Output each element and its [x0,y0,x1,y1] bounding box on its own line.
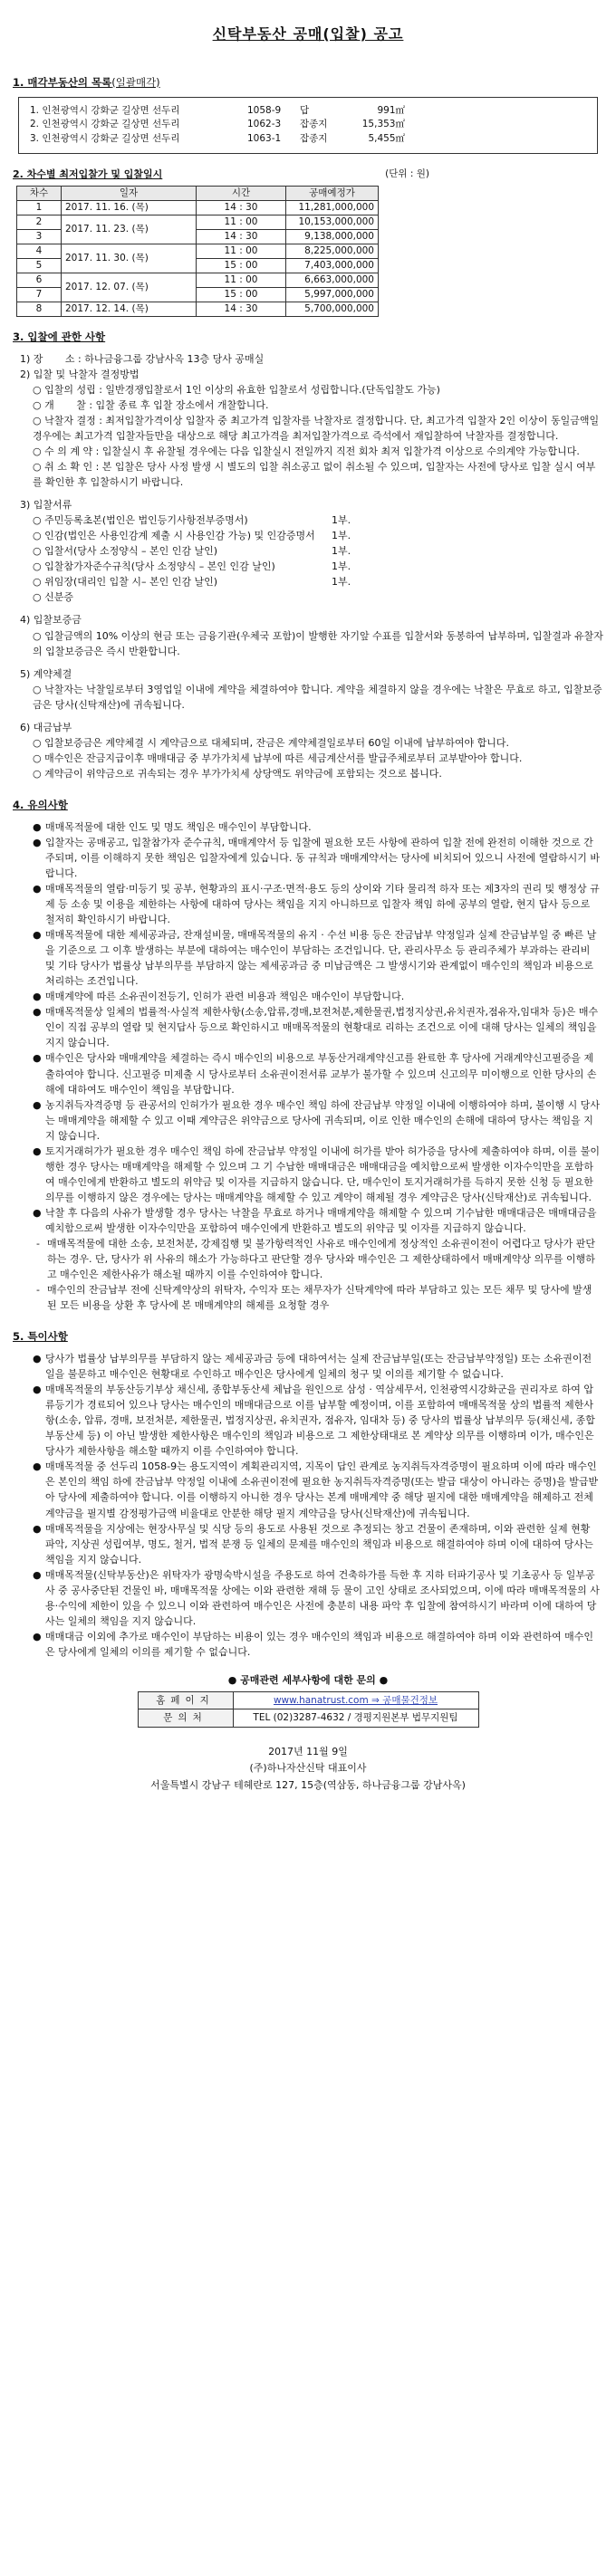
list-item: ● 입찰자는 공매공고, 입찰참가자 준수규칙, 매매계약서 등 입찰에 필요한 모든 사항에 관하여 입찰 전에 완전히 이해한 것으로 간주되며, 이를 이해하지 못한 책임은 입찰자에게 있습니다. 동 규칙과 매매계약서는 당사에 비치되어 있으니 사전에 열람하시기 바랍니다. [33,835,600,881]
list-item: ● 당사가 법률상 납부의무를 부담하지 않는 제세공과금 등에 대하여서는 실제 잔금납부일(또는 잔금납부약정일) 또는 소유권이전일을 불문하고 매수인은 현황대로 수인하고 매수인은 당사에게 일체의 청구 및 이의를 제기할 수 없습니다. [33,1351,600,1382]
col-header: 공매예정가 [286,186,379,200]
property-row: 1. 인천광역시 강화군 길상면 선두리 1058-9 답 991㎡ [30,104,405,116]
doc-item: ○ 입찰참가자준수규칙(당사 소정양식 – 본인 인감 날인) 1부. [33,560,351,573]
list-item: ● 매매목적물 중 선두리 1058-9는 용도지역이 계획관리지역, 지목이 답인 관계로 농지취득자격증명이 필요하며 이에 따라 매수인은 본인의 책임 하에 잔금납부 약정일 이내에 소유권이전에 필요한 농지취득자격증명(또는 발급 대상이 아니라는 증명)을 발급받아 당사에 제출하여야 합니다. 이를 이행하지 아니한 경우 당사는 본계 매매계약 중 해당 필지에 대한 매매계약을 해제하고 전체 계약금을 필지별 감정평가금액 비율대로 안분한 해당 필지 계약금을 당사(신탁재산)에 귀속됩니다. [33,1459,600,1520]
payment-text: ○ 계약금이 위약금으로 귀속되는 경우 부가가치세 상당액도 위약금에 포함되는 것으로 봅니다. [33,767,442,780]
method-item: ○ 수 의 계 약 : 입찰실시 후 유찰될 경우에는 다음 입찰실시 전일까지 직전 회차 최저 입찰가격 이상으로 수의계약 가능합니다. [33,445,580,457]
method-item: ○ 낙찰자 결정 : 최저입찰가격이상 입찰자 중 최고가격 입찰자를 낙찰자로 결정합니다. 단, 최고가격 입찰자 2인 이상이 동일금액일 경우에는 최고가격 입찰자들만을 대상으로 해당 최고가격을 최저입찰가격으로 즉석에서 재입찰하여 낙찰자를 결정합니다. [33,414,602,442]
table-row: 5 15 : 00 7,403,000,000 [17,258,379,273]
property-row: 3. 인천광역시 강화군 길상면 선두리 1063-1 잡종지 5,455㎡ [30,133,405,145]
col-header: 시간 [197,186,286,200]
bullet-icon: ● [33,1144,42,1157]
deposit-title: 4) 입찰보증금 [20,614,82,627]
list-item: ● 낙찰 후 다음의 사유가 발생할 경우 당사는 낙찰을 무효로 하거나 매매계약을 해제할 수 있으며 기수납한 매매대금은 매매대금을 예치함으로써 발생한 이자수익만을 포함하여 매수인에게 반환하고 별도의 위약금 및 이자를 지급하지 않습니다. [33,1205,600,1236]
bullet-icon: ● [33,1006,42,1019]
section-2-header [13,167,429,182]
homepage-link[interactable]: www.hanatrust.com ⇒ 공매물건정보 [273,1695,438,1707]
table-row [138,1709,478,1727]
list-item: ● 매매목적물(신탁부동산)은 위탁자가 광명숙박시설을 주용도로 하여 건축하가를 득한 후 지하 터파기공사 및 기초공사 등 일부공사 중 공사중단된 건물인 바, 매매목적물 상에는 이와 관련한 재해 등 물이 고인 상태로 조사되었으며, 이에 따라 매매목적물의 사용·수익에 제한이 있을 수 있으니 이와 관련하여 매수인은 사전에 충분히 내용 파악 후 입찰에 참여하시기 바라며 이에 대하여 당사는 일체의 책임을 지지 않습니다. [33,1567,600,1629]
list-item: ● 매매목적물의 부동산등기부상 채신세, 종합부동산세 체납을 원인으로 삼성 · 역삼세무서, 인천광역시강화군을 권리자로 하여 압류등기가 경료되어 있으나 당사는 매수인의 매매대금으로 이를 납부할 예정이며, 이를 포함하여 매매목적물 상의 법률적 제한사항(소송, 압류, 경매, 보전처분, 제한물권, 법정지상권, 유치권자, 점유자, 임대차 등) 중 당사의 법률상 납부의무 등(채신세, 종합부동산세 등) 이 아닌 발생한 제한사항은 매수인의 책임과 비용으로 그 제한상태대로 본 계약상 의무를 이행하며 이가, 매수인은 당사가 제한사항을 해소할 때까지 이를 수인하여야 합니다. [33,1382,600,1459]
table-row: 8 2017. 12. 14. (목) 14 : 30 5,700,000,000 [17,302,379,316]
footer-date: 2017년 11월 9일 [268,1745,348,1757]
section-5-title: 5. 특이사항 [13,1330,68,1344]
table-row: 6 2017. 12. 07. (목) 11 : 00 6,663,000,000 [17,273,379,287]
list-item: ● 토지거래허가가 필요한 경우 매수인 책임 하에 잔금납부 약정일 이내에 허가를 받아 허가증을 당사에 제출하여야 하며, 이를 불이행한 경우 당사는 매매계약을 해제할 수 있으며 그 기 수납한 매매대금은 매매대금을 예치함으로써 발생한 이자수익만을 포함하여 매수인에게 반환하고 별도의 위약금 및 이자를 지급하지 않습니다. 단, 매수인이 토지거래허가를 득하지 못한 신청 등 필요한 의무를 이행하지 않은 경우에는 당사는 매매계약을 해제할 수 있고 계약이 해제될 경우 계약금은 당사(신탁재산)로 귀속됩니다. [33,1144,600,1205]
col-header: 차수 [17,186,62,200]
unit-label: (단위 : 원) [385,168,429,179]
bullet-icon: ● [33,929,42,942]
bullet-icon: ● [33,1098,42,1111]
sub-list-item: - 매수인의 잔금납부 전에 신탁계약상의 위탁자, 수익자 또는 채무자가 신탁계약에 따라 부담하고 있는 모든 채무 및 당사에 발생된 모든 비용을 상환 후 당사에 본 매매계약의 해제를 요청할 경우 [36,1284,592,1312]
schedule-table [16,186,379,317]
bullet-icon: ● [33,1353,42,1365]
doc-item: ○ 주민등록초본(법인은 법인등기사항전부증명서) 1부. [33,514,351,527]
contact-title: ● 공매관련 세부사항에 대한 문의 ● [227,1674,389,1686]
bullet-icon: ● [33,836,42,848]
table-row: 2 2017. 11. 23. (목) 11 : 00 10,153,000,000 [17,215,379,229]
bullet-icon: ● [33,1460,42,1473]
bullet-icon: ● [33,1206,42,1219]
bullet-icon: ● [33,1052,42,1065]
method-item: ○ 개 찰 : 입찰 종료 후 입찰 장소에서 개찰합니다. [33,398,269,411]
list-item: ● 매매대금 이외에 추가로 매수인이 부담하는 비용이 있는 경우 매수인의 책임과 비용으로 해결하여야 하며 이와 관련하여 매수인은 당사에게 일체의 이의를 제기할 수 없습니다. [33,1629,600,1660]
method-item: ○ 취 소 확 인 : 본 입찰은 당사 사정 발생 시 별도의 입찰 취소공고 없이 취소될 수 있으며, 입찰자는 사전에 당사로 입찰 실시 여부를 확인한 후 입찰하시기 바랍니다. [33,461,596,489]
page-title: 신탁부동산 공매(입찰) 공고 [212,25,404,43]
doc-item: ○ 인감(법인은 사용인감계 제출 시 사용인감 가능) 및 인감증명서 1부. [33,530,351,542]
table-row: 7 15 : 00 5,997,000,000 [17,287,379,302]
list-item: ● 매수인은 당사와 매매계약을 체결하는 즉시 매수인의 비용으로 부동산거래계약신고를 완료한 후 당사에 거래계약신고필증을 제출하여야 합니다. 신고필증 미제출 시 당사로부터 소유권이전서류 교부가 불가할 수 있으며 신고의무 미이행으로 인한 당사의 손해에 대하여도 매수인이 책임을 부담합니다. [33,1050,600,1096]
payment-text: ○ 입찰보증금은 계약체결 시 계약금으로 대체되며, 잔금은 계약체결일로부터 60일 이내에 납부하여야 합니다. [33,736,509,749]
docs-title: 3) 입찰서류 [20,499,72,512]
method-item: ○ 입찰의 성립 : 일반경쟁입찰로서 1인 이상의 유효한 입찰로서 성립합니다.(단독입찰도 가능) [33,383,440,396]
contract-text: ○ 낙찰자는 낙찰일로부터 3영업일 이내에 계약을 체결하여야 합니다. 계약을 체결하지 않을 경우에는 낙찰은 무효로 하고, 입찰보증금은 당사(신탁재산)에 귀속됩니다. [33,683,602,711]
deposit-text: ○ 입찰금액의 10% 이상의 현금 또는 금융기관(우체국 포함)이 발행한 자기앞 수표를 입찰서와 동봉하여 납부하며, 입찰결과 유찰자의 입찰보증금은 즉시 반환합니다. [33,629,603,657]
sub-list-item: - 매매목적물에 대한 소송, 보전처분, 강제집행 및 불가항력적인 사유로 매수인에게 정상적인 소유권이전이 어렵다고 당사가 판단하는 경우. 단, 당사가 위 사유의 해소가 가능하다고 판단할 경우 당사와 매수인은 그 제한상태하에서 매매계약상 의무를 이행하고 매수인은 제한사유가 해소될 때까지 이를 수인하여야 합니다. [36,1238,595,1281]
list-item: ● 매매계약에 따른 소유권이전등기, 인허가 관련 비용과 책임은 매수인이 부담합니다. [33,989,600,1004]
doc-item: ○ 위임장(대리인 입찰 시– 본인 인감 날인) 1부. [33,576,351,589]
list-item: ● 매매목적물상 일체의 법률적·사실적 제한사항(소송,압류,경매,보전처분,제한물권,법정지상권,유치권자,점유자,임대차 등)은 매수인이 직접 공부의 열람 및 현지답사 등으로 확인하시고 매매목적물의 현황대로 리하는 조건으로 이에 대해 당사는 일체의 책임을 지지 않습니다. [33,1004,600,1050]
doc-item: ○ 입찰서(당사 소정양식 – 본인 인감 날인) 1부. [33,545,351,558]
table-row: 1 2017. 11. 16. (목) 14 : 30 11,281,000,000 [17,200,379,215]
list-item: ● 매매목적물을 지상에는 현장사무실 및 식당 등의 용도로 사용된 것으로 추정되는 창고 건물이 존재하며, 이와 관련한 실제 현황 파악, 지상권 성립여부, 명도, 철거, 법적 분쟁 등 일체의 문제를 매수인의 책임과 비용으로 해결하여야 하며 이에 대하여 당사는 책임을 지지 않습니다. [33,1521,600,1567]
bullet-icon: ● [33,1384,42,1396]
section-4-title: 4. 유의사항 [13,798,68,811]
bullet-icon: ● [33,882,42,895]
special-list [13,1351,603,1660]
caution-list [13,819,603,1314]
bid-place: 1) 장 소 : 하나금융그룹 강남사옥 13층 당사 공매실 [20,352,265,365]
contact-table [138,1691,479,1728]
list-item: ● 매매목적물에 대한 제세공과금, 잔재설비물, 매매목적물의 유지 · 수선 비용 등은 잔금납부 약정일과 실제 잔금납부일 중 빠른 날을 기준으로 그 이후 발생하는 부분에 대하여는 매수인이 부담하는 조건입니다. 단, 관리사무소 등 관리주체가 부과하는 관리비 및 기타 당사가 법률상 납부의무를 부담하지 않는 제세공과금 중 미납금액은 그 발생시기와 관계없이 매수인의 책임과 비용으로 처리하는 조건입니다. [33,927,600,989]
contact-value: TEL (02)3287-4632 / 경평지원본부 법무지원팀 [233,1709,478,1727]
list-item: ● 매매목적물의 열람·미등기 및 공부, 현황과의 표시·구조·면적·용도 등의 상이와 기타 물리적 하자 또는 제3자의 권리 및 행정상 규제 등 소송 및 이용을 제한하는 사항에 대하여 당사는 책임을 지지 아니하므로 입찰자 책임 하에 공부의 열람, 현지 답사 등으로 철저히 확인하시기 바랍니다. [33,881,600,927]
bullet-icon: ● [33,1568,42,1581]
table-row: 3 14 : 30 9,138,000,000 [17,229,379,244]
property-list [18,97,598,154]
footer-address: 서울특별시 강남구 테헤란로 127, 15층(역삼동, 하나금융그룹 강남사옥) [150,1778,466,1791]
table-row [138,1692,478,1709]
method-title: 2) 입찰 및 낙찰자 결정방법 [20,368,140,380]
col-header: 일자 [62,186,197,200]
section-1-title: 1. 매각부동산의 목록(일괄매각) [13,75,160,89]
table-row: 4 2017. 11. 30. (목) 11 : 00 8,225,000,000 [17,244,379,258]
property-row: 2. 인천광역시 강화군 길상면 선두리 1062-3 잡종지 15,353㎡ [30,119,405,130]
contract-title: 5) 계약체결 [20,667,72,680]
bullet-icon: ● [33,1630,42,1642]
bullet-icon: ● [33,820,42,833]
list-item: ● 매매목적물에 대한 인도 및 명도 책임은 매수인이 부담합니다. [33,819,600,835]
payment-text: ○ 매수인은 잔금지급이후 매매대금 중 부가가치세 납부에 따른 세금계산서를 발급주체로부터 교부받아야 합니다. [33,752,523,764]
doc-item: ○ 신분증 [33,591,73,604]
list-item: ● 농지취득자격증명 등 관공서의 인허가가 필요한 경우 매수인 책임 하에 잔금납부 약정일 이내에 이행하여야 하며, 불이행 시 당사는 매매계약을 해제할 수 있고 이때 계약금은 위약금으로 당사에 귀속되며, 이로 인한 매수인의 손해에 대하여 당사는 책임을 지지 않습니다. [33,1097,600,1144]
section-3-title: 3. 입찰에 관한 사항 [13,330,106,343]
bullet-icon: ● [33,1522,42,1535]
payment-title: 6) 대금납부 [20,721,72,733]
contact-label: 문의처 [138,1709,233,1727]
bullet-icon: ● [33,991,42,1003]
footer-company: (주)하나자산신탁 대표이사 [249,1762,367,1775]
section-2-title: 2. 차수별 최저입찰가 및 입찰일시 [13,168,163,180]
footer [13,1744,603,1795]
homepage-label: 홈페이지 [138,1692,233,1709]
